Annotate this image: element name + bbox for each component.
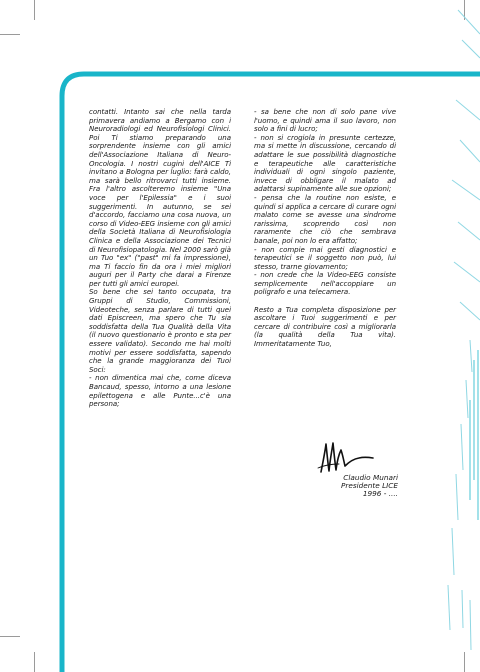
left-paragraph-3: - non dimentica mai che, come diceva Bancaud, spesso, intorno a una lesione epilettogena e alle Punte...c'è una persona; (89, 373, 231, 409)
right-paragraph-5: - non crede che la Video-EEG consiste semplicemente nell'accoppiare un poligrafo e una telecamera. (254, 270, 396, 297)
right-closing-paragraph: Resto a Tua completa disposizione per ascoltare i Tuoi suggerimenti e per cercare di contribuire così a migliorarla (la qualità della Tua vita). Immeritatamente Tuo, (254, 304, 396, 349)
left-text-column (89, 108, 231, 409)
signature-name: Claudio Munari (343, 473, 398, 482)
left-paragraph-1: contatti. Intanto sai che nella tarda primavera andiamo a Bergamo con i Neuroradiologi ed Neurofisiologi Clinici. Poi Ti stiamo preparando una sorprendente insieme con gli amici dell'Associazione Italiana di Neuro-Oncologia. I nostri cugini dell'AICE Ti invitano a Bologna per luglio: farà caldo, ma sarà bello ritrovarci tutti insieme. Fra l'altro ascolteremo insieme "Una voce per l'Epilessia" e i suoi suggerimenti. In autunno, se sei d'accordo, facciamo una cosa nuova, un corso di Video-EEG insieme con gli amici della Società Italiana di Neurofisiologia Clinica e della Associazione dei Tecnici di Neurofisiopatologia. Nel 2000 sarò già un Tuo "ex" ("past" mi fa impressione), ma Ti faccio fin da ora i miei migliori auguri per il Party che darai a Firenze per tutti gli amici europei. (89, 107, 231, 288)
left-paragraph-2: So bene che sei tanto occupata, tra Gruppi di Studio, Commissioni, Videoteche, senza parlare di tutti quei dati Episcreen, ma spero che Tu sia soddisfatta della Tua Qualità della Vita (il nuovo questionario è pronto e sta per essere validato). Secondo me hai molti motivi per essere soddisfatta, sapendo che la grande maggioranza dei Tuoi Soci: (89, 287, 231, 374)
right-paragraph-3: - pensa che la routine non esiste, e quindi si applica a cercare di curare ogni malato come se avesse una sindrome rarissima, scoprendo così non raramente che ciò che sembrava banale, poi non lo era affatto; (254, 192, 396, 245)
right-paragraph-1: - sa bene che non di solo pane vive l'uomo, e quindi ama il suo lavoro, non solo a fini di lucro; (254, 107, 396, 134)
right-paragraph-4: - non compie mai gesti diagnostici e terapeutici se il soggetto non può, lui stesso, trarne giovamento; (254, 244, 396, 271)
right-text-column (254, 108, 396, 349)
handwritten-signature (315, 438, 377, 476)
signature-years: 1996 - .... (362, 489, 398, 498)
right-paragraph-2: - non si crogiola in presunte certezze, ma si mette in discussione, cercando di adattare le sue possibilità diagnostiche e terapeutiche alle caratteristiche individuali di ogni singolo paziente, invece di obbligare il malato ad adattarsi supinamente alle sue opzioni; (254, 132, 396, 194)
signature-title: Presidente LICE (340, 481, 398, 490)
